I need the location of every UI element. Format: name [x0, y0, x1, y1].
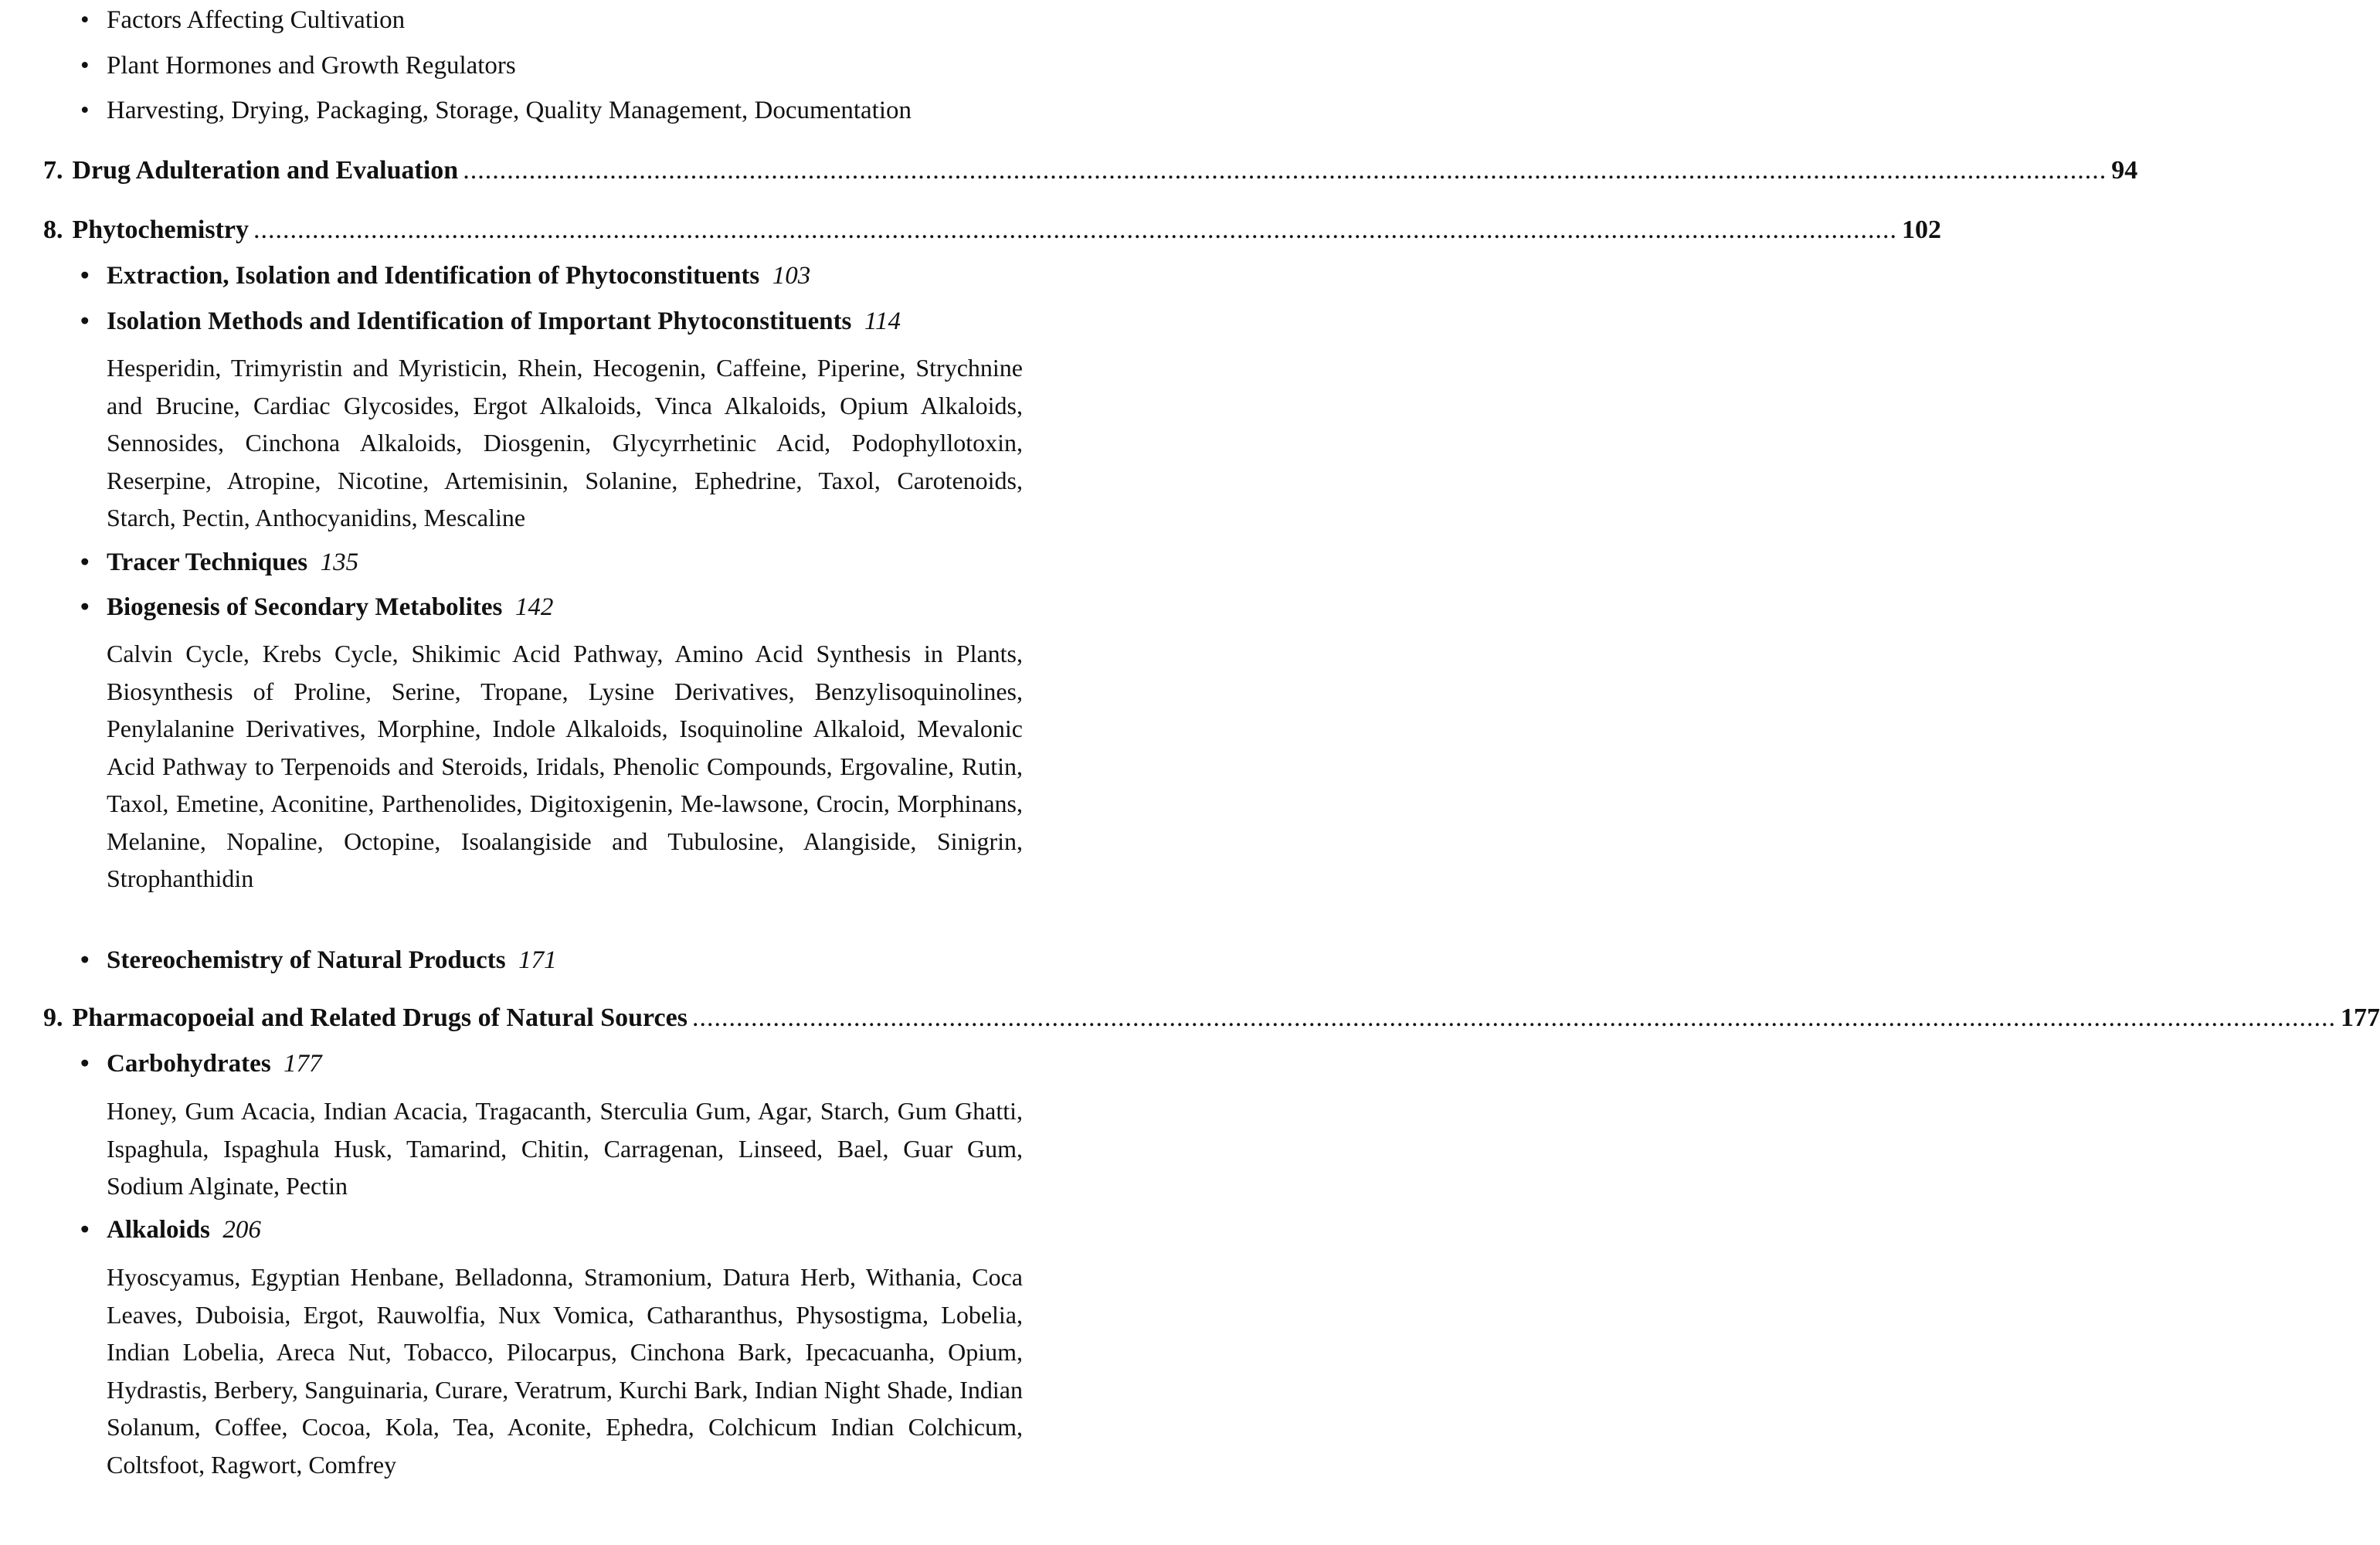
bullet-text: Factors Affecting Cultivation [107, 6, 406, 34]
section-page: 171 [518, 946, 557, 974]
section-page: 142 [514, 593, 554, 621]
bullet-dot: • [80, 1216, 90, 1244]
section-page: 114 [864, 307, 901, 335]
dot-leader [253, 214, 1897, 246]
chapter-number: 9. [43, 1003, 63, 1032]
bullet-text: Plant Hormones and Growth Regulators [107, 52, 516, 80]
bullet-dot: • [80, 946, 90, 974]
section-title: Tracer Techniques [107, 548, 308, 576]
section-title: Biogenesis of Secondary Metabolites [107, 593, 503, 621]
toc-chapter-8[interactable] [43, 214, 1942, 246]
section-page: 135 [320, 548, 359, 576]
bullet-dot: • [80, 1050, 90, 1078]
dot-leader [463, 154, 2107, 187]
bullet-dot: • [80, 97, 90, 124]
section-page: 103 [772, 262, 811, 290]
bullet-dot: • [80, 548, 90, 576]
chapter-number: 7. [43, 156, 63, 185]
chapter-page: 94 [2111, 156, 2138, 185]
section-topics: Hyoscyamus, Egyptian Henbane, Belladonna, Stramonium, Datura Herb, Withania, Coca Leaves, Duboisia, Ergot, Rauwolfia, Nux Vomica, Catharanthus, Physostigma, Lobelia, Indian Lobelia, Areca Nut, Tobacco, Pilocarpus, Cinchona Bark, Ipecacuanha, Opium, Hydrastis, Berbery, Sanguinaria, Curare, Veratrum, Kurchi Bark, Indian Night Shade, Indian Solanum, Coffee, Cocoa, Kola, Tea, Aconite, Ephedra, Colchicum Indian Colchicum, Coltsfoot, Ragwort, Comfrey [107, 1263, 1023, 1479]
section-topics: Hesperidin, Trimyristin and Myristicin, Rhein, Hecogenin, Caffeine, Piperine, Strychnine and Brucine, Cardiac Glycosides, Ergot Alkaloids, Vinca Alkaloids, Opium Alkaloids, Sennosides, Cinchona Alkaloids, Diosgenin, Glycyrrhetinic Acid, Podophyllotoxin, Reserpine, Atropine, Nicotine, Artemisinin, Solanine, Ephedrine, Taxol, Carotenoids, Starch, Pectin, Anthocyanidins, Mescaline [107, 354, 1023, 531]
section-title: Carbohydrates [107, 1050, 271, 1078]
chapter-title: Pharmacopoeial and Related Drugs of Natural Sources [72, 1003, 688, 1032]
section-title: Isolation Methods and Identification of Important Phytoconstituents [107, 307, 852, 335]
chapter-page: 102 [1902, 216, 1942, 244]
bullet-text: Harvesting, Drying, Packaging, Storage, Quality Management, Documentation [107, 97, 912, 124]
section-title: Stereochemistry of Natural Products [107, 946, 506, 974]
chapter-title: Drug Adulteration and Evaluation [72, 156, 459, 185]
toc-chapter-7[interactable] [43, 154, 2138, 187]
bullet-dot: • [80, 6, 90, 34]
section-title: Alkaloids [107, 1216, 210, 1244]
bullet-dot: • [80, 307, 90, 335]
bullet-dot: • [80, 262, 90, 290]
section-topics: Calvin Cycle, Krebs Cycle, Shikimic Acid Pathway, Amino Acid Synthesis in Plants, Biosynthesis of Proline, Serine, Tropane, Lysine Derivatives, Benzylisoquinolines, Penylalanine Derivatives, Morphine, Indole Alkaloids, Isoquinoline Alkaloid, Mevalonic Acid Pathway to Terpenoids and Steroids, Iridals, Phenolic Compounds, Ergovaline, Rutin, Taxol, Emetine, Aconitine, Parthenolides, Digitoxigenin, Me-lawsone, Crocin, Morphinans, Melanine, Nopaline, Octopine, Isoalangiside and Tubulosine, Alangiside, Sinigrin, Strophanthidin [107, 640, 1023, 892]
toc-chapter-9[interactable] [43, 1002, 2380, 1034]
bullet-dot: • [80, 593, 90, 621]
section-page: 206 [222, 1216, 261, 1244]
section-topics: Honey, Gum Acacia, Indian Acacia, Tragacanth, Sterculia Gum, Agar, Starch, Gum Ghatti, Ispaghula, Ispaghula Husk, Tamarind, Chitin, Carragenan, Linseed, Bael, Guar Gum, Sodium Alginate, Pectin [107, 1097, 1023, 1200]
chapter-number: 8. [43, 216, 63, 244]
section-title: Extraction, Isolation and Identification of Phytoconstituents [107, 262, 760, 290]
section-page: 177 [283, 1050, 322, 1078]
bullet-dot: • [80, 52, 90, 80]
chapter-page: 177 [2340, 1003, 2380, 1032]
dot-leader [692, 1002, 2336, 1034]
chapter-title: Phytochemistry [72, 216, 250, 244]
